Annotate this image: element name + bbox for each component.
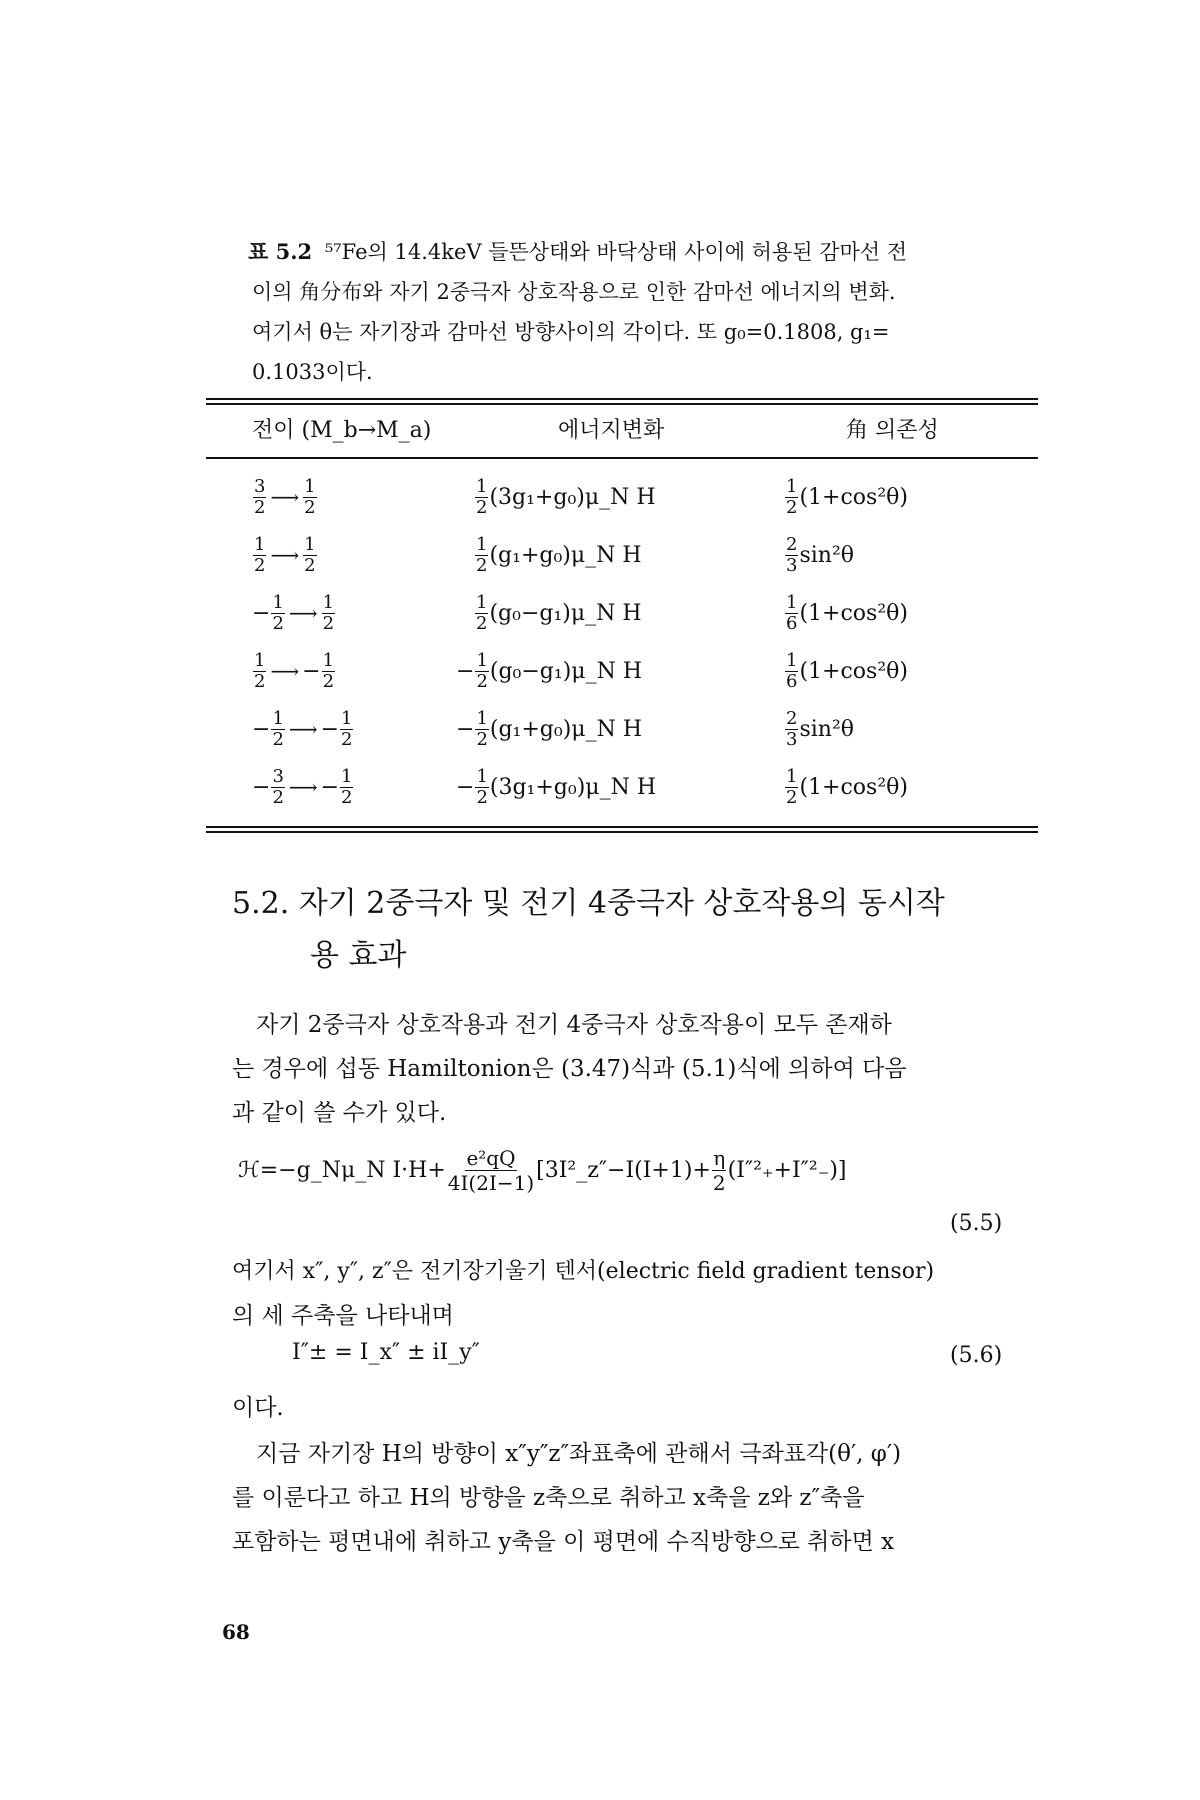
angular-coefficient <box>785 477 798 518</box>
transition-to-num: 1 <box>322 591 335 613</box>
header-angular-dependence: 角 의존성 <box>846 418 939 443</box>
transition-cell <box>252 468 318 526</box>
eq55-mid: [3I²_z″−I(I+1)+ <box>536 1157 711 1183</box>
angular-expression: sin²θ <box>799 542 855 568</box>
angular-coefficient-den: 6 <box>786 612 798 634</box>
angular-expression: (1+cos²θ) <box>799 600 908 626</box>
angular-expression: (1+cos²θ) <box>799 774 908 800</box>
energy-expression: (g₁+g₀)μ_N H <box>489 542 642 568</box>
eq55-tail: (I″²₊+I″²₋)] <box>727 1157 847 1183</box>
eq55-fraction-num: e²qQ <box>466 1145 516 1170</box>
angular-expression: sin²θ <box>799 716 855 742</box>
transition-sign: − <box>252 774 271 800</box>
transition-sign: − <box>252 600 271 626</box>
transition-to-den: 2 <box>304 496 316 518</box>
angular-coefficient <box>785 709 798 750</box>
angular-coefficient <box>785 593 798 634</box>
header-energy-change: 에너지변화 <box>558 418 665 443</box>
caption-label: 표 5.2 <box>248 239 313 264</box>
energy-coefficient-den: 2 <box>476 496 488 518</box>
energy-coefficient <box>475 593 488 634</box>
energy-cell <box>474 468 656 526</box>
energy-coefficient-num: 1 <box>476 707 488 729</box>
angular-coefficient-den: 6 <box>786 670 798 692</box>
section-title-line-1: 5.2. 자기 2중극자 및 전기 4중극자 상호작용의 동시작 <box>232 886 945 921</box>
angular-coefficient-num: 1 <box>786 649 798 671</box>
paragraph-1 <box>232 1003 1042 1135</box>
transition-from <box>253 651 266 692</box>
arrow-right-icon: ⟶ <box>288 717 318 741</box>
transition-to <box>303 535 316 576</box>
angular-expression: (1+cos²θ) <box>799 658 908 684</box>
energy-expression: (g₁+g₀)μ_N H <box>489 716 643 742</box>
energy-coefficient <box>475 709 488 750</box>
transition-to <box>322 651 335 692</box>
energy-expression: (3g₁+g₀)μ_N H <box>489 774 657 800</box>
section-title-line-2: 용 효과 <box>310 938 407 973</box>
equation-5-5 <box>238 1140 847 1200</box>
para1-line-2: 는 경우에 섭동 Hamiltonion은 (3.47)식과 (5.1)식에 의하여 다음 <box>232 1056 907 1082</box>
caption-line-3: 여기서 θ는 자기장과 감마선 방향사이의 각이다. 또 g₀=0.1808, g₁= <box>252 320 890 344</box>
angular-coefficient-num: 2 <box>786 533 798 555</box>
table-row <box>206 526 1038 584</box>
energy-sign: − <box>456 716 475 742</box>
transition-from-den: 2 <box>272 728 284 750</box>
table-row <box>206 584 1038 642</box>
transition-from <box>271 709 284 750</box>
para2-line-1: 여기서 x″, y″, z″은 전기장기울기 텐서(electric field gradient tensor) <box>232 1259 935 1284</box>
energy-coefficient-den: 2 <box>476 670 488 692</box>
transition-cell <box>252 526 318 584</box>
para4-line-3: 포함하는 평면내에 취하고 y축을 이 평면에 수직방향으로 취하면 x <box>232 1529 895 1555</box>
table-bottom-rule-2 <box>206 831 1038 833</box>
arrow-right-icon: ⟶ <box>270 543 300 567</box>
table-row <box>206 700 1038 758</box>
transition-to <box>340 767 353 808</box>
paragraph-3: 이다. <box>232 1395 284 1421</box>
eq55-eta-num: η <box>713 1145 726 1170</box>
energy-coefficient-den: 2 <box>476 612 488 634</box>
transition-to <box>322 593 335 634</box>
para1-line-1: 자기 2중극자 상호작용과 전기 4중극자 상호작용이 모두 존재하 <box>256 1012 892 1038</box>
transition-from-num: 3 <box>254 475 266 497</box>
energy-cell <box>474 584 642 642</box>
angular-cell <box>784 758 908 816</box>
para4-line-2: 를 이룬다고 하고 H의 방향을 z축으로 취하고 x축을 z와 z″축을 <box>232 1485 865 1511</box>
transition-to-den: 2 <box>341 728 353 750</box>
energy-coefficient-num: 1 <box>476 649 488 671</box>
transition-from-den: 2 <box>272 786 284 808</box>
transition-to-num: 1 <box>322 649 335 671</box>
equation-5-6: I″± = I_x″ ± iI_y″ <box>292 1340 480 1365</box>
transition-to-den: 2 <box>322 612 335 634</box>
energy-coefficient-den: 2 <box>476 554 488 576</box>
table-row <box>206 642 1038 700</box>
energy-coefficient-num: 1 <box>476 475 488 497</box>
transition-cell <box>252 584 336 642</box>
angular-coefficient-den: 2 <box>786 496 798 518</box>
angular-coefficient-num: 1 <box>786 475 798 497</box>
angular-coefficient <box>785 767 798 808</box>
energy-coefficient-num: 1 <box>476 765 488 787</box>
transition-from-num: 1 <box>254 649 266 671</box>
energy-cell <box>456 758 656 816</box>
transition-sign: − <box>252 716 271 742</box>
transition-from-num: 3 <box>272 765 284 787</box>
angular-cell <box>784 526 854 584</box>
angular-coefficient-den: 3 <box>786 728 798 750</box>
paragraph-4 <box>232 1432 1042 1564</box>
transition-from <box>253 477 266 518</box>
energy-coefficient-den: 2 <box>476 786 488 808</box>
eq55-fraction-den: 4I(2I−1) <box>447 1170 535 1195</box>
angular-cell <box>784 468 908 526</box>
transition-from <box>271 767 284 808</box>
arrow-right-icon: ⟶ <box>270 485 300 509</box>
angular-coefficient-den: 3 <box>786 554 798 576</box>
para1-line-3: 과 같이 쓸 수가 있다. <box>232 1100 447 1126</box>
transition-from <box>253 535 266 576</box>
para2-line-2: 의 세 주축을 나타내며 <box>232 1303 454 1329</box>
angular-coefficient-den: 2 <box>786 786 798 808</box>
angular-cell <box>784 584 908 642</box>
angular-coefficient <box>785 535 798 576</box>
table-header-rule <box>206 457 1038 459</box>
transition-from-num: 1 <box>254 533 266 555</box>
energy-expression: (g₀−g₁)μ_N H <box>489 600 642 626</box>
energy-coefficient <box>475 535 488 576</box>
page-number: 68 <box>222 1620 250 1644</box>
transition-sign: − <box>302 658 321 684</box>
transition-cell <box>252 642 336 700</box>
energy-sign: − <box>456 658 475 684</box>
header-transition: 전이 (M_b→M_a) <box>252 418 432 443</box>
arrow-right-icon: ⟶ <box>288 601 318 625</box>
table-row <box>206 758 1038 816</box>
transition-from-num: 1 <box>272 591 284 613</box>
energy-cell <box>474 526 642 584</box>
transition-from <box>271 593 284 634</box>
caption-line-2: 이의 角分布와 자기 2중극자 상호작용으로 인한 감마선 에너지의 변화. <box>252 280 896 304</box>
energy-expression: (g₀−g₁)μ_N H <box>489 658 643 684</box>
transition-to-num: 1 <box>341 707 353 729</box>
transition-from-num: 1 <box>272 707 284 729</box>
energy-coefficient-num: 1 <box>476 591 488 613</box>
arrow-right-icon: ⟶ <box>288 775 318 799</box>
energy-coefficient <box>475 651 488 692</box>
caption-line-1: ⁵⁷Fe의 14.4keV 들뜬상태와 바닥상태 사이에 허용된 감마선 전 <box>324 240 908 264</box>
para4-line-1: 지금 자기장 H의 방향이 x″y″z″좌표축에 관해서 극좌표각(θ′, φ′) <box>256 1441 902 1467</box>
energy-coefficient <box>475 477 488 518</box>
transition-to-den: 2 <box>304 554 316 576</box>
energy-sign: − <box>456 774 475 800</box>
table-caption <box>248 232 1058 392</box>
angular-cell <box>784 700 854 758</box>
transition-to-den: 2 <box>341 786 353 808</box>
energy-cell <box>456 642 642 700</box>
table-header <box>206 413 1038 453</box>
transition-to-num: 1 <box>341 765 353 787</box>
transition-to <box>340 709 353 750</box>
energy-coefficient-num: 1 <box>476 533 488 555</box>
energy-expression: (3g₁+g₀)μ_N H <box>489 484 656 510</box>
section-heading <box>232 878 1052 982</box>
eq55-eta-den: 2 <box>712 1170 726 1195</box>
transition-from-den: 2 <box>254 496 266 518</box>
equation-number-5-5: (5.5) <box>950 1211 1003 1236</box>
transition-from-den: 2 <box>272 612 284 634</box>
eq55-lhs: ℋ=−g_Nμ_N I·H+ <box>238 1157 446 1183</box>
angular-coefficient <box>785 651 798 692</box>
angular-cell <box>784 642 908 700</box>
transition-cell <box>252 758 354 816</box>
angular-coefficient-num: 1 <box>786 765 798 787</box>
caption-line-4: 0.1033이다. <box>252 360 373 384</box>
angular-coefficient-num: 1 <box>786 591 798 613</box>
transition-to-den: 2 <box>322 670 335 692</box>
energy-coefficient <box>475 767 488 808</box>
transition-sign: − <box>320 716 339 742</box>
energy-cell <box>456 700 642 758</box>
table-top-rule-2 <box>206 403 1038 405</box>
table-bottom-rule-1 <box>206 826 1038 828</box>
angular-expression: (1+cos²θ) <box>799 484 908 510</box>
transition-to-num: 1 <box>304 475 316 497</box>
equation-number-5-6: (5.6) <box>950 1343 1003 1368</box>
table-row <box>206 468 1038 526</box>
table-top-rule-1 <box>206 398 1038 400</box>
paragraph-2 <box>232 1250 1042 1338</box>
angular-coefficient-num: 2 <box>786 707 798 729</box>
transition-to-num: 1 <box>304 533 316 555</box>
transition-sign: − <box>320 774 339 800</box>
transition-cell <box>252 700 354 758</box>
eq55-fraction <box>447 1146 535 1195</box>
energy-coefficient-den: 2 <box>476 728 488 750</box>
transition-from-den: 2 <box>254 554 266 576</box>
transition-from-den: 2 <box>254 670 266 692</box>
arrow-right-icon: ⟶ <box>270 659 300 683</box>
eq55-eta-fraction <box>712 1146 727 1195</box>
transition-to <box>303 477 316 518</box>
